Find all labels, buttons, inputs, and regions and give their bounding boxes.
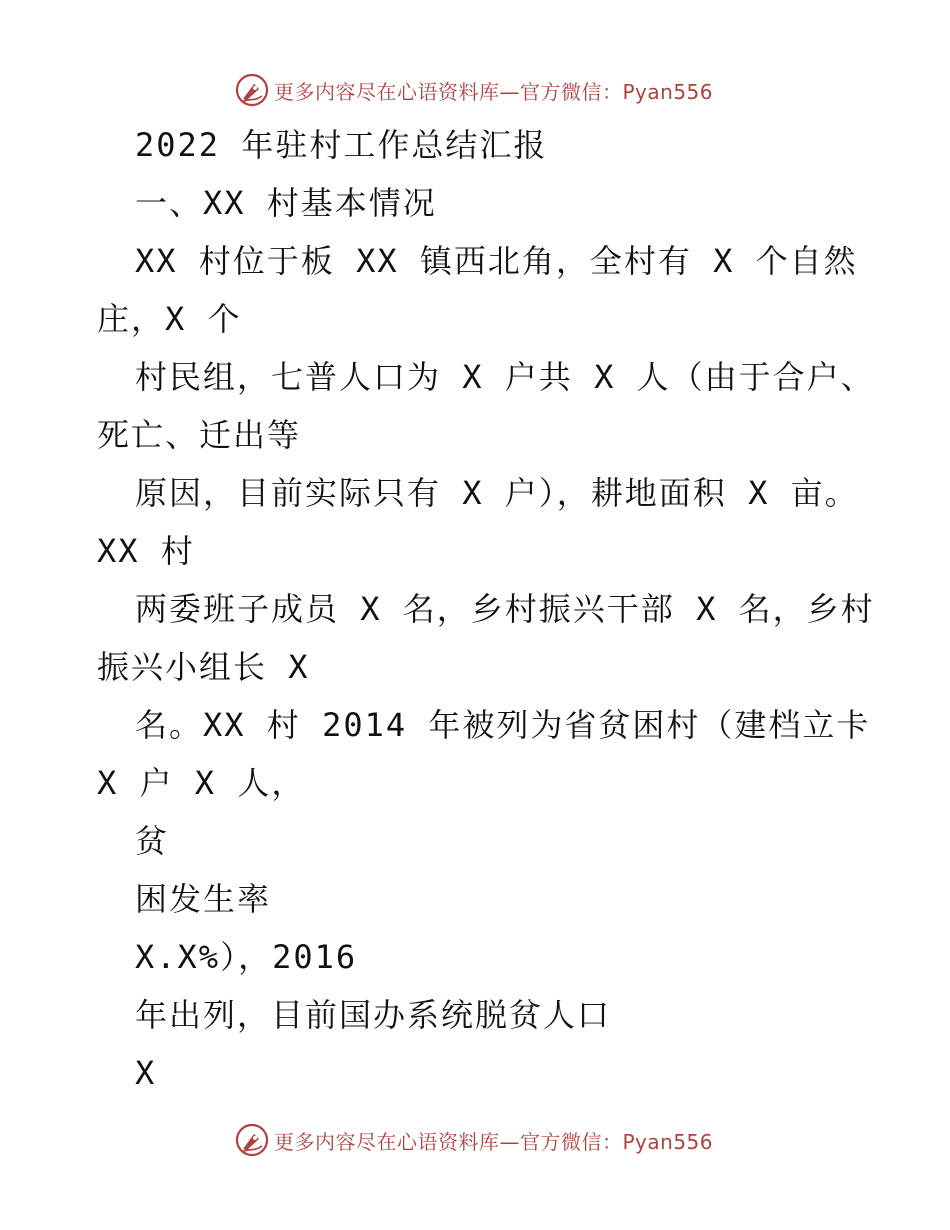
- document-line: 死亡、迁出等: [97, 416, 302, 454]
- pen-nib-circle-icon: [234, 72, 270, 108]
- document-line: 困发生率: [135, 880, 272, 918]
- watermark-text: 更多内容尽在心语资料库—官方微信：Pyan556: [274, 79, 714, 104]
- document-line: 贫: [135, 822, 170, 860]
- document-line: 名。XX 村 2014 年被列为省贫困村（建档立卡: [135, 706, 871, 744]
- document-body: [97, 116, 875, 1102]
- document-line: 村民组，七普人口为 X 户共 X 人（由于合户、: [135, 358, 875, 396]
- document-line: 年出列，目前国办系统脱贫人口: [135, 996, 612, 1034]
- header-watermark: [234, 70, 734, 110]
- pen-nib-circle-icon: [234, 1122, 270, 1158]
- document-line: X.X%），2016: [135, 938, 358, 976]
- document-line: X 户 X 人，: [97, 764, 306, 802]
- document-line: 2022 年驻村工作总结汇报: [135, 126, 548, 164]
- document-line: 振兴小组长 X: [97, 648, 310, 686]
- document-line: X: [135, 1054, 157, 1092]
- document-line: XX 村位于板 XX 镇西北角，全村有 X 个自然: [135, 242, 858, 280]
- watermark-text: 更多内容尽在心语资料库—官方微信：Pyan556: [274, 1129, 714, 1154]
- document-line: XX 村: [97, 532, 195, 570]
- document-line: 两委班子成员 X 名，乡村振兴干部 X 名，乡村: [135, 590, 875, 628]
- document-line: 庄，X 个: [97, 300, 242, 338]
- document-line: 一、XX 村基本情况: [135, 184, 437, 222]
- footer-watermark: [234, 1120, 734, 1160]
- document-line: 原因，目前实际只有 X 户），耕地面积 X 亩。: [135, 474, 859, 512]
